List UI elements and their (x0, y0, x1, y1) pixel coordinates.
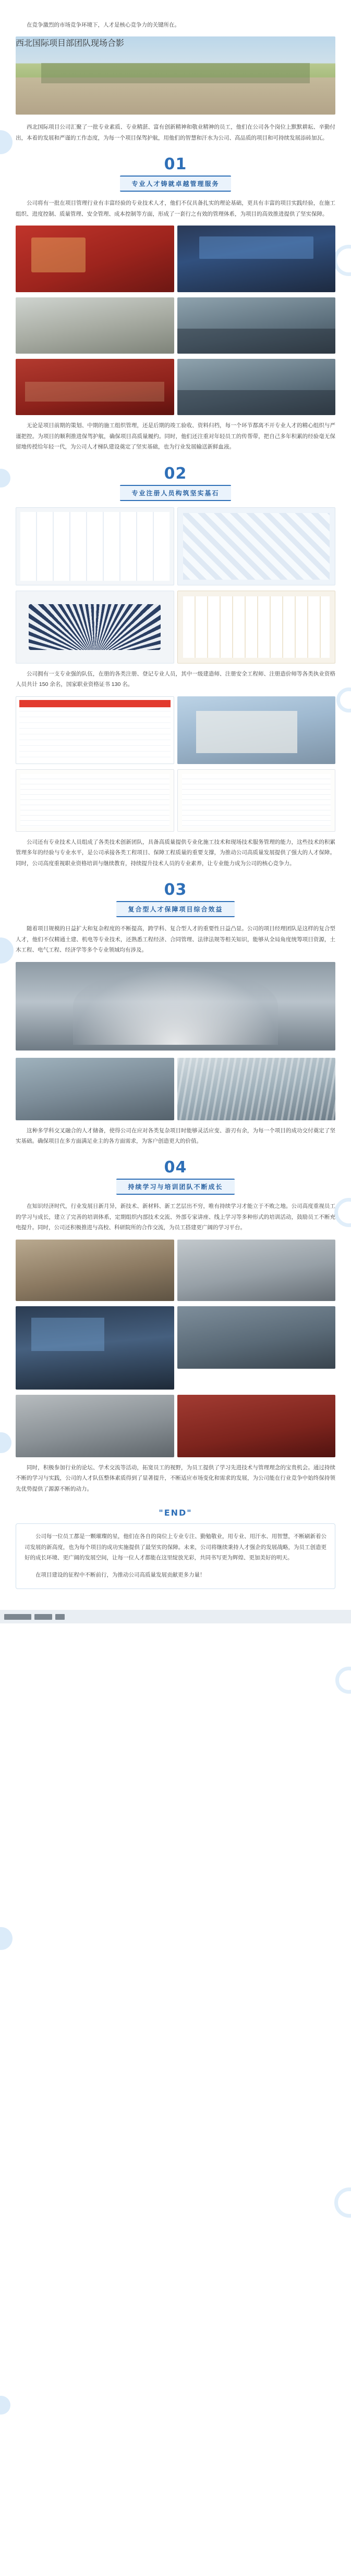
section-02-image-row-1 (16, 507, 335, 585)
section-number-01: 01 (164, 155, 187, 174)
hero-photo (16, 36, 335, 115)
section-01-image-row-3 (16, 359, 335, 415)
group-photo-2 (177, 359, 336, 415)
desk-work-photo (16, 1395, 174, 1457)
section-heading-02 (16, 466, 335, 501)
conference-photo (177, 226, 336, 292)
section-04-paragraph-1: 在知识经济时代，行业发展日新月异，新技术、新材料、新工艺层出不穷，唯有持续学习才能立于不败之地。公司高度重视员工的学习与成长，建立了完善的培训体系，定期组织内部技术交流、外部专家讲座、线上学习等多种形式的培训活动，鼓励员工不断充电提升。同时，公司还积极推进与高校、科研院所的合作交流，为员工搭建更广阔的学习平台。 (16, 1203, 335, 1231)
section-heading-01 (16, 157, 335, 192)
section-title-04: 持续学习与培训团队不断成长 (116, 1179, 234, 1195)
section-title-01: 专业人才铸就卓越管理服务 (120, 176, 231, 192)
section-01-image-row-2 (16, 297, 335, 354)
section-01-paragraph-2: 无论是项目前期的策划、中期的施工组织管理，还是后期的竣工验收、资料归档，每一个环节都离不开专业人才的精心组织与严谨把控。为项目的顺利推进保驾护航，确保项目高质量履约。同时，他们还注重对年轻员工的传帮带，把自己多年积累的经验毫无保留地传授给年轻一代，为公司人才梯队建设奠定了坚实基础，也为行业发展输送新鲜血液。 (16, 422, 335, 451)
greenhouse-project-photo (177, 1058, 336, 1120)
section-number-02: 02 (164, 464, 187, 483)
classroom-training-photo (16, 1240, 174, 1301)
award-ceremony-photo (16, 359, 174, 415)
building-project-photo (177, 696, 336, 764)
section-03-paragraph-2: 这种多学科交叉融合的人才储备，使得公司在应对各类复杂项目时能够灵活应变、游刃有余，为每一个项目的成功交付奠定了坚实基础。确保项目在多方面满足业主的各方面需求，为客户创造更大的价值。 (16, 1127, 335, 1144)
signing-ceremony-photo (177, 1395, 336, 1457)
section-03-image-row-1 (16, 962, 335, 1051)
decor-ring-4 (335, 1667, 351, 1694)
section-02-image-row-4 (16, 769, 335, 832)
footer-block-3 (55, 1614, 65, 1620)
ending-paragraph-1: 公司每一位员工都是一颗璀璨的星，他们在各自的岗位上专业专注、勤勉敬业，用专业、用汗水、用智慧，不断刷新着公司发展的新高度，也为每个项目的成功实施提供了最坚实的保障。未来，公司将继续秉持人才强企的发展战略，为员工创造更好的成长环境、更广阔的发展空间，让每一位人才都能在这里绽放光彩，共同书写更为辉煌、更加美好的明天。 (25, 1533, 326, 1561)
section-title-02: 专业注册人员构筑坚实基石 (120, 485, 231, 501)
section-04-image-row-3 (16, 1395, 335, 1457)
intro-paragraph-1: 在竞争激烈的市场竞争环境下，人才是核心竞争力的关键所在。 (27, 22, 180, 28)
section-01-paragraph-1: 公司将有一批在项目管理行业有丰富经验的专业技术人才，他们不仅具备扎实的理论基础，更具有丰富的项目实践经验，在施工组织、进度控制、质量管理、安全管理、成本控制等方面，形成了一套行之有效的管理体系，为项目的高效推进提供了坚实保障。 (16, 200, 335, 217)
section-02-paragraph-1: 公司拥有一支专业强的队伍，在册的各类注册、登记专业人员，其中一级建造师、注册安全工程师、注册造价师等各类执业资格人员共计 150 余名，国家职业资格证书 130 名。 (16, 670, 335, 688)
end-marker (16, 1508, 335, 1518)
footer-bar (0, 1610, 351, 1623)
section-title-03: 复合型人才保障项目综合效益 (116, 901, 234, 917)
decor-circle-5 (0, 1927, 13, 1950)
section-heading-04 (16, 1160, 335, 1195)
lecture-hall-photo (16, 1306, 174, 1390)
office-discussion-photo (16, 297, 174, 354)
footer-block-1 (4, 1614, 31, 1620)
site-visit-photo (16, 1058, 174, 1120)
record-sheet-photo-2 (177, 769, 336, 832)
ending-card (16, 1523, 335, 1589)
section-02-image-row-3 (16, 696, 335, 764)
section-heading-03 (16, 882, 335, 917)
meeting-room-photo (177, 1240, 336, 1301)
end-label: "END" (159, 1508, 192, 1518)
section-number-04: 04 (164, 1158, 187, 1177)
hero-photo-caption: 西北国际项目部团队现场合影 (16, 39, 125, 48)
section-number-03: 03 (164, 881, 187, 899)
section-02-image-row-2 (16, 591, 335, 664)
statistics-table-photo (16, 696, 174, 764)
ending-paragraph-2: 在项目建设的征程中不断前行，为推动公司高质量发展贡献更多力量！ (35, 1571, 205, 1578)
training-lecture-photo (16, 226, 174, 292)
group-photo (177, 297, 336, 354)
section-01-image-row-1 (16, 226, 335, 292)
tunnel-inspection-photo (16, 962, 335, 1051)
intro-paragraph-2: 西北国际项目公司汇聚了一批专业素质、专业精湛、富有创新精神和敬业精神的员工，他们在公司各个岗位上默默耕耘、辛勤付出，本着的发展和严谨的工作态度，为每一个项目保驾护航，用他们的智慧和汗水为公司、高品质的项目和可持续发展添砖加瓦。 (16, 124, 335, 141)
section-03-paragraph-1: 随着项目规模的日益扩大和复杂程度的不断提高，跨学科、复合型人才的重要性日益凸显。公司的项目经理团队是这样的复合型人才，他们不仅精通土建、机电等专业技术，还熟悉工程经济、合同管理、法律法规等相关知识，能够从全局角度统筹项目资源，土木工程、电气工程、经济学等多个专业领域均有涉及。 (16, 926, 335, 954)
hero-photo-block (16, 36, 335, 115)
section-04-image-row-1 (16, 1240, 335, 1301)
footer-block-2 (34, 1614, 52, 1620)
section-04-image-row-2 (16, 1306, 335, 1390)
section-04-paragraph-2: 同时，积极参加行业的论坛、学术交流等活动，拓宽员工的视野，为员工提供了学习先进技术与管理理念的宝贵机会。通过持续不断的学习与实践，公司的人才队伍整体素质得到了显著提升，不断适应市场变化和需求的发展，为公司能在行业竞争中始终保持领先优势提供了源源不断的动力。 (16, 1464, 335, 1492)
id-cards-photo (177, 507, 336, 585)
certificate-fan-photo (16, 591, 174, 664)
decor-circle-6 (0, 2396, 10, 2415)
record-sheet-photo (16, 769, 174, 832)
section-02-paragraph-2: 公司还有专业技术人员组成了各类技术创新团队，具备高质量提供专业化施工技术和现场技术服务管理的能力，这些技术的积累管理多年的经验与专业水平，是公司承接各类工程项目、保障工程质量的重要支撑，为推动公司高质量发展提供了强大的人才保障。同时，公司高度重视职业资格培训与继续教育，持续提升技术人员的专业素养，让专业能力成为公司的核心竞争力。 (16, 839, 335, 867)
section-03-image-row-2 (16, 1058, 335, 1120)
certificate-stack-photo (177, 591, 336, 664)
team-study-photo (177, 1306, 336, 1369)
certificate-wall-photo (16, 507, 174, 585)
decor-ring-5 (334, 2187, 351, 2218)
